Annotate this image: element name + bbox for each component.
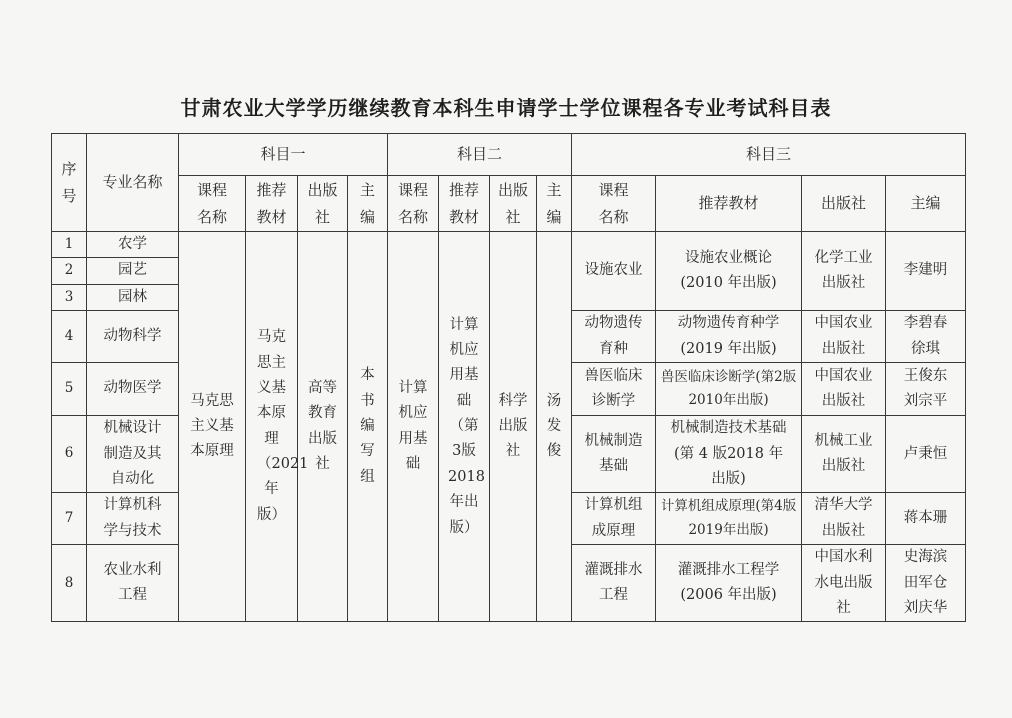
- s3-editor: 李建明: [886, 232, 966, 311]
- s3-publisher: 清华大学出版社: [802, 493, 886, 545]
- major-cell: 动物科学: [87, 311, 179, 363]
- s3-publisher: 中国农业出版社: [802, 363, 886, 416]
- seq-cell: 4: [52, 311, 87, 363]
- s3-editor: 王俊东刘宗平: [886, 363, 966, 416]
- s3-textbook: 动物遗传育种学(2019 年出版): [656, 311, 802, 363]
- exam-subject-table: [51, 133, 966, 622]
- header-publisher: 出版社: [490, 176, 537, 232]
- s2-course: 计算机应用基础: [388, 232, 439, 622]
- s3-editor: 蒋本珊: [886, 493, 966, 545]
- s3-textbook: 灌溉排水工程学(2006 年出版): [656, 545, 802, 622]
- s3-textbook: 机械制造技术基础(第 4 版2018 年出版): [656, 416, 802, 493]
- s1-course: 马克思主义基本原理: [179, 232, 246, 622]
- header-editor: 主编: [537, 176, 572, 232]
- header-editor: 主编: [886, 176, 966, 232]
- major-cell: 园林: [87, 284, 179, 310]
- s3-textbook: 兽医临床诊断学(第2版2010年出版): [656, 363, 802, 416]
- header-major: 专业名称: [87, 134, 179, 232]
- s3-textbook: 设施农业概论(2010 年出版): [656, 232, 802, 311]
- seq-cell: 5: [52, 363, 87, 416]
- s3-publisher: 中国农业出版社: [802, 311, 886, 363]
- document-title: 甘肃农业大学学历继续教育本科生申请学士学位课程各专业考试科目表: [180, 96, 832, 120]
- s3-course: 机械制造基础: [572, 416, 656, 493]
- major-cell: 园艺: [87, 258, 179, 284]
- s2-publisher: 科学出版社: [490, 232, 537, 622]
- s3-course: 兽医临床诊断学: [572, 363, 656, 416]
- major-cell: 农业水利工程: [87, 545, 179, 622]
- s2-editor: 汤发俊: [537, 232, 572, 622]
- seq-cell: 1: [52, 232, 87, 258]
- s3-course: 动物遗传育种: [572, 311, 656, 363]
- s1-publisher: 高等教育出版社: [298, 232, 348, 622]
- s3-publisher: 机械工业出版社: [802, 416, 886, 493]
- s3-editor: 卢秉恒: [886, 416, 966, 493]
- s3-editor: 李碧春徐琪: [886, 311, 966, 363]
- s2-textbook: 计算机应用基础（第3版2018年出版）: [439, 232, 490, 622]
- header-textbook: 推荐教材: [656, 176, 802, 232]
- major-cell: 动物医学: [87, 363, 179, 416]
- s1-editor: 本书编写组: [348, 232, 388, 622]
- major-cell: 农学: [87, 232, 179, 258]
- header-subject3: 科目三: [572, 134, 966, 176]
- header-textbook: 推荐教材: [439, 176, 490, 232]
- s3-course: 设施农业: [572, 232, 656, 311]
- header-course-name: 课程名称: [179, 176, 246, 232]
- s3-course: 灌溉排水工程: [572, 545, 656, 622]
- seq-cell: 6: [52, 416, 87, 493]
- seq-cell: 8: [52, 545, 87, 622]
- major-cell: 计算机科学与技术: [87, 493, 179, 545]
- header-course-name: 课程名称: [388, 176, 439, 232]
- s3-publisher: 中国水利水电出版社: [802, 545, 886, 622]
- s3-publisher: 化学工业出版社: [802, 232, 886, 311]
- s3-course: 计算机组成原理: [572, 493, 656, 545]
- header-subject1: 科目一: [179, 134, 388, 176]
- s3-editor: 史海滨田军仓刘庆华: [886, 545, 966, 622]
- s1-textbook: 马克思主义基本原理（2021年版）: [246, 232, 298, 622]
- header-publisher: 出版社: [298, 176, 348, 232]
- seq-cell: 7: [52, 493, 87, 545]
- major-cell: 机械设计制造及其自动化: [87, 416, 179, 493]
- header-editor: 主编: [348, 176, 388, 232]
- header-seq: 序号: [52, 134, 87, 232]
- header-course-name: 课程名称: [572, 176, 656, 232]
- seq-cell: 3: [52, 284, 87, 310]
- header-textbook: 推荐教材: [246, 176, 298, 232]
- header-publisher: 出版社: [802, 176, 886, 232]
- seq-cell: 2: [52, 258, 87, 284]
- s3-textbook: 计算机组成原理(第4版2019年出版): [656, 493, 802, 545]
- header-subject2: 科目二: [388, 134, 572, 176]
